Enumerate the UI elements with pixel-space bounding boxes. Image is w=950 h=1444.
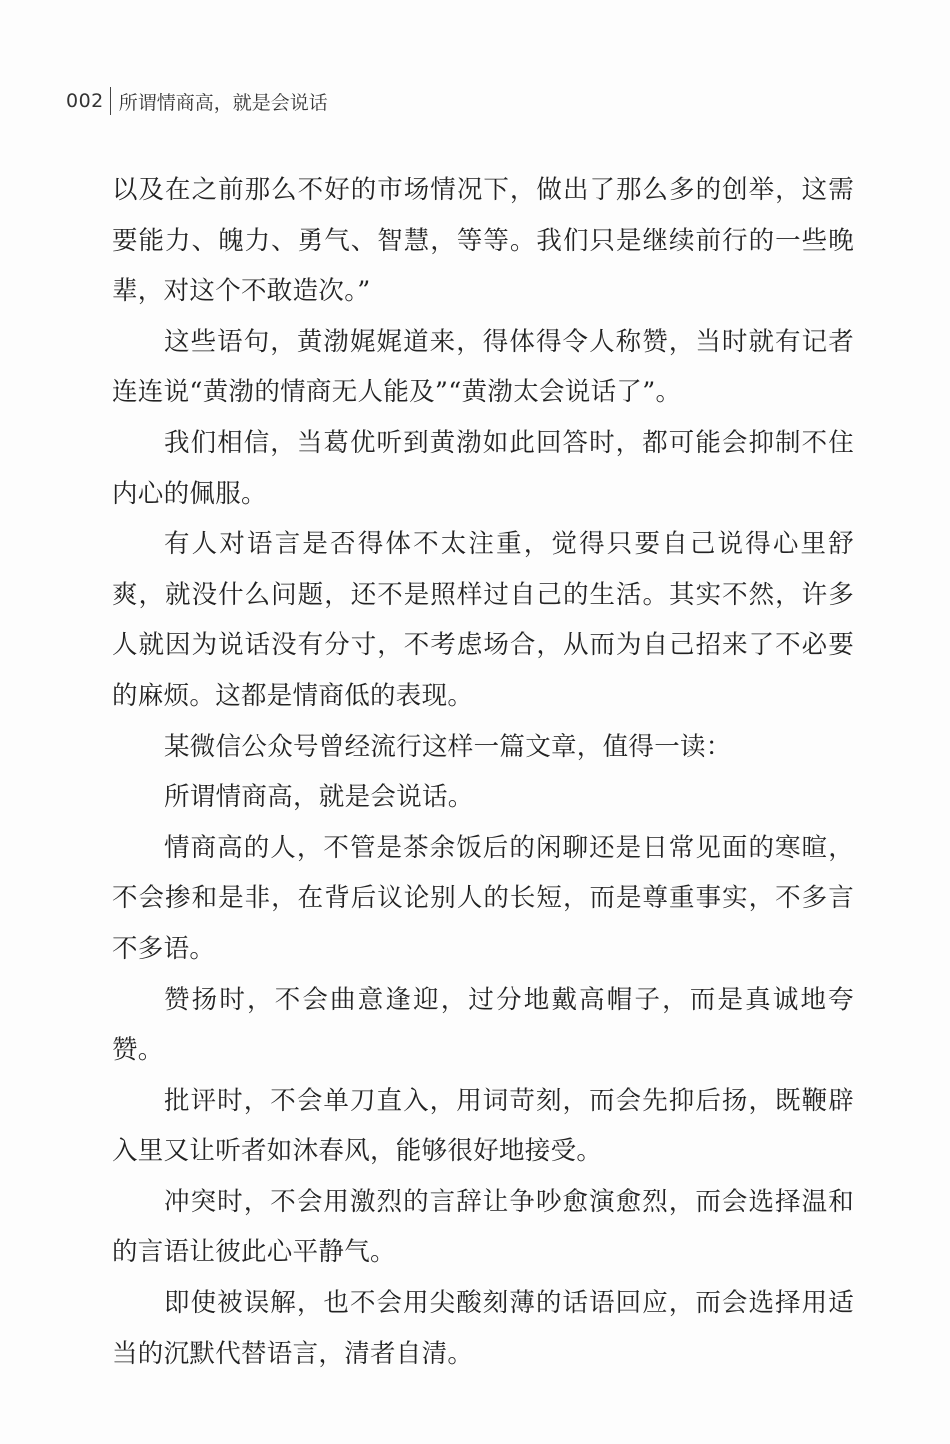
paragraph: 批评时，不会单刀直入，用词苛刻，而会先抑后扬，既鞭辟入里又让听者如沐春风，能够很好地接受。 — [112, 1085, 854, 1167]
paragraph: 这些语句，黄渤娓娓道来，得体得令人称赞，当时就有记者连连说“黄渤的情商无人能及”“黄渤太会说话了”。 — [112, 326, 854, 408]
header-divider — [110, 87, 111, 115]
paragraph: 冲突时，不会用激烈的言辞让争吵愈演愈烈，而会选择温和的言语让彼此心平静气。 — [112, 1186, 854, 1268]
paragraph: 有人对语言是否得体不太注重，觉得只要自己说得心里舒爽，就没什么问题，还不是照样过自己的生活。其实不然，许多人就因为说话没有分寸，不考虑场合，从而为自己招来了不必要的麻烦。这都是情商低的表现。 — [112, 529, 854, 711]
page-header — [66, 86, 328, 116]
paragraph: 我们相信，当葛优听到黄渤如此回答时，都可能会抑制不住内心的佩服。 — [112, 427, 854, 509]
paragraph: 赞扬时，不会曲意逢迎，过分地戴高帽子，而是真诚地夸赞。 — [112, 984, 854, 1066]
paragraph-continuation: 以及在之前那么不好的市场情况下，做出了那么多的创举，这需要能力、魄力、勇气、智慧，等等。我们只是继续前行的一些晚辈，对这个不敢造次。” — [112, 175, 854, 307]
running-title: 所谓情商高，就是会说话 — [118, 91, 328, 114]
body-text — [112, 165, 854, 1379]
page-number: 002 — [66, 90, 104, 112]
paragraph: 所谓情商高，就是会说话。 — [164, 782, 474, 813]
paragraph: 情商高的人，不管是茶余饭后的闲聊还是日常见面的寒暄，不会掺和是非，在背后议论别人的长短，而是尊重事实，不多言不多语。 — [112, 832, 854, 964]
paragraph: 某微信公众号曾经流行这样一篇文章，值得一读： — [164, 731, 732, 762]
paragraph: 即使被误解，也不会用尖酸刻薄的话语回应，而会选择用适当的沉默代替语言，清者自清。 — [112, 1288, 854, 1369]
